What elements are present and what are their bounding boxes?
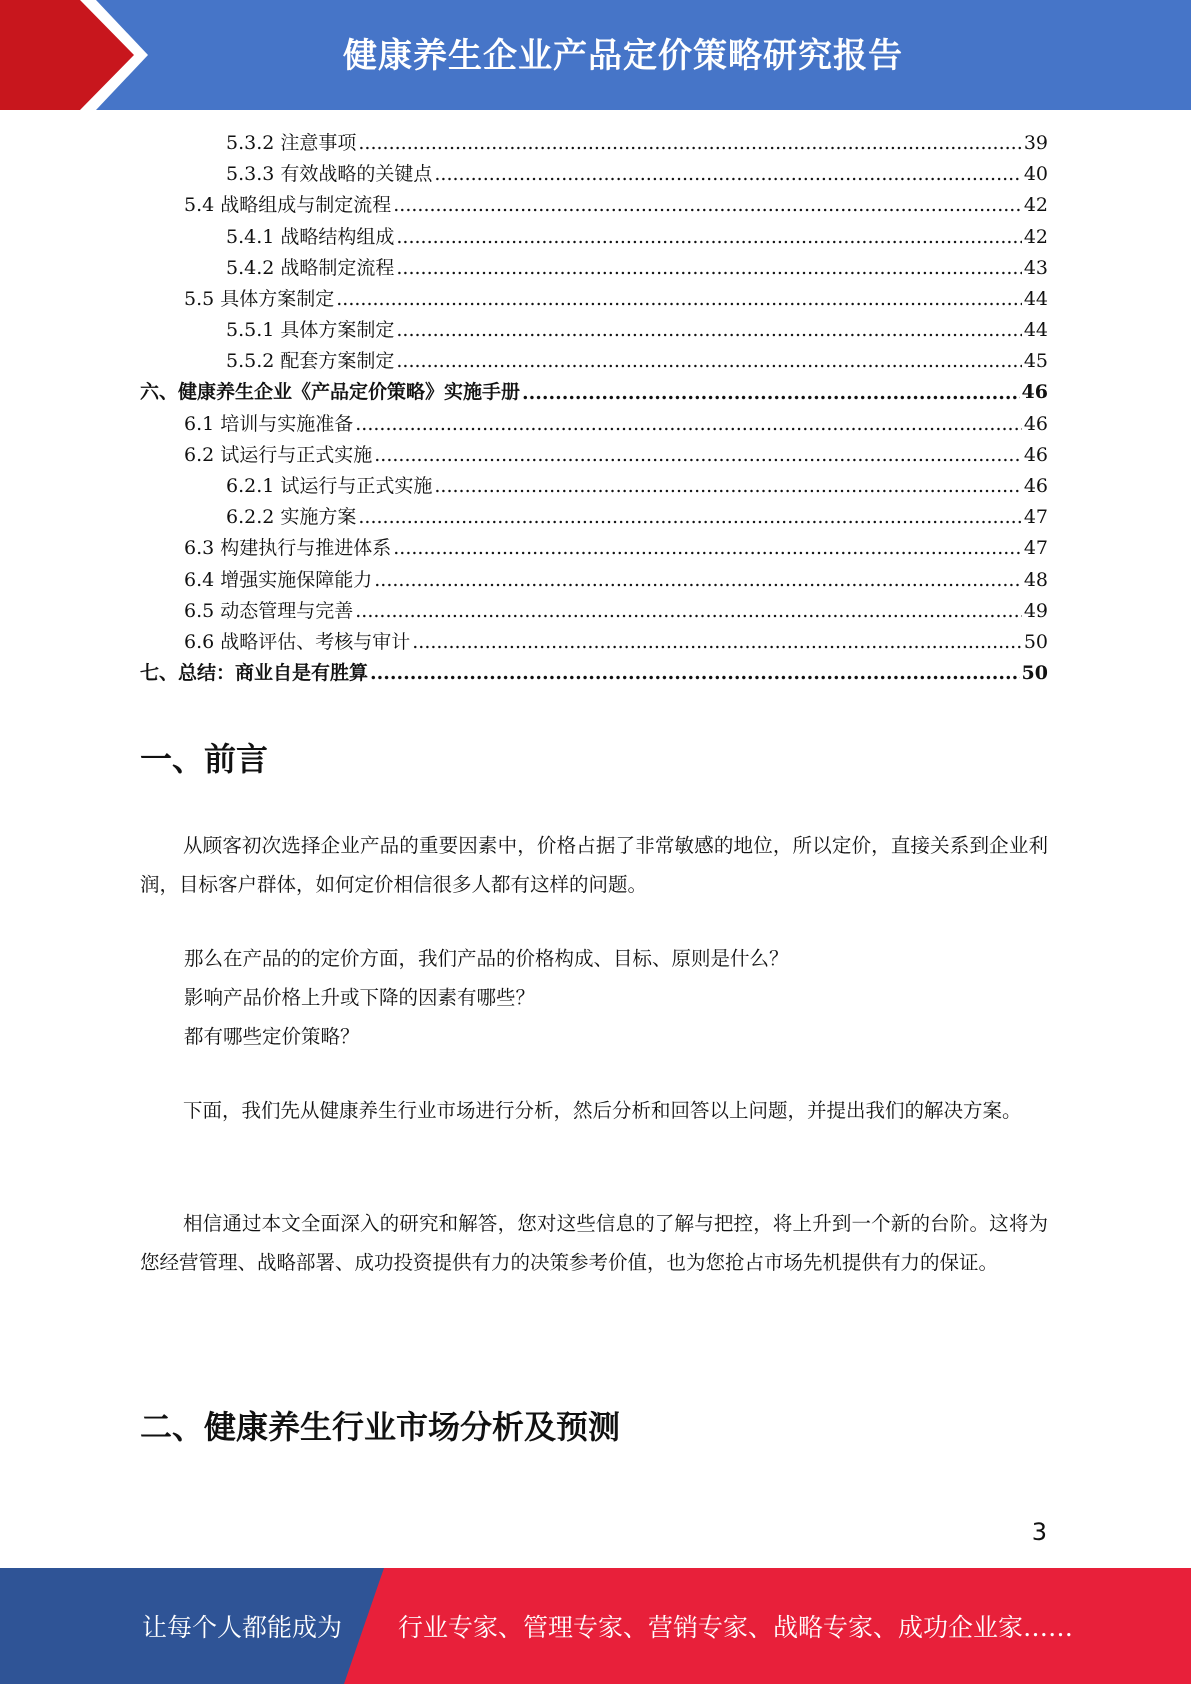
toc-leader-dots — [396, 253, 1021, 284]
toc-leader-dots — [522, 378, 1020, 409]
preface-paragraph-2: 下面，我们先从健康养生行业市场进行分析，然后分析和回答以上问题，并提出我们的解决方案。 — [183, 1099, 1022, 1122]
toc-entry-title: 6.2.1 试运行与正式实施 — [226, 475, 433, 498]
toc-entry[interactable] — [140, 658, 1048, 689]
toc-entry[interactable] — [140, 253, 1048, 284]
toc-entry-title: 七、总结：商业自是有胜算 — [140, 662, 369, 685]
toc-entry-page: 45 — [1023, 350, 1048, 373]
toc-leader-dots — [412, 627, 1022, 658]
toc-entry-title: 6.6 战略评估、考核与审计 — [184, 630, 411, 653]
toc-entry-page: 49 — [1023, 599, 1048, 622]
toc-entry-page: 42 — [1023, 225, 1048, 248]
toc-entry-title: 5.5.1 具体方案制定 — [226, 319, 395, 342]
toc-entry-title: 5.4.1 战略结构组成 — [226, 225, 395, 248]
toc-entry[interactable] — [140, 440, 1048, 471]
toc-entry[interactable] — [140, 533, 1048, 564]
toc-entry-page: 46 — [1021, 381, 1048, 404]
toc-entry-page: 46 — [1023, 443, 1048, 466]
toc-entry-page: 40 — [1023, 163, 1048, 186]
toc-entry-page: 46 — [1023, 412, 1048, 435]
toc-entry[interactable] — [140, 222, 1048, 253]
preface-paragraph-1: 从顾客初次选择企业产品的重要因素中，价格占据了非常敏感的地位，所以定价，直接关系到企业利润，目标客户群体，如何定价相信很多人都有这样的问题。 — [140, 834, 1048, 896]
toc-entry-title: 6.3 构建执行与推进体系 — [184, 537, 392, 560]
toc-leader-dots — [393, 190, 1022, 221]
preface-question-1: 那么在产品的的定价方面，我们产品的价格构成、目标、原则是什么？ — [184, 947, 789, 970]
toc-leader-dots — [434, 471, 1021, 502]
toc-entry-title: 六、健康养生企业《产品定价策略》实施手册 — [140, 381, 521, 404]
table-of-contents — [140, 128, 1048, 689]
toc-leader-dots — [374, 440, 1022, 471]
toc-leader-dots — [370, 658, 1020, 689]
toc-entry-title: 5.3.3 有效战略的关键点 — [226, 163, 433, 186]
toc-entry-page: 50 — [1023, 630, 1048, 653]
toc-entry[interactable] — [140, 284, 1048, 315]
toc-entry-page: 42 — [1023, 194, 1048, 217]
toc-leader-dots — [396, 346, 1021, 377]
toc-entry-page: 46 — [1023, 475, 1048, 498]
toc-entry-page: 44 — [1023, 287, 1048, 310]
toc-entry-title: 5.4 战略组成与制定流程 — [184, 194, 392, 217]
page-header — [0, 0, 1191, 110]
toc-entry[interactable] — [140, 627, 1048, 658]
preface-question-3: 都有哪些定价策略？ — [184, 1025, 360, 1048]
toc-leader-dots — [358, 128, 1021, 159]
toc-entry-title: 5.5 具体方案制定 — [184, 287, 335, 310]
footer-slogan-left: 让每个人都能成为 — [142, 1613, 343, 1642]
toc-entry[interactable] — [140, 190, 1048, 221]
toc-entry-title: 6.2.2 实施方案 — [226, 506, 357, 529]
section-heading-preface: 一、前言 — [140, 740, 269, 778]
toc-leader-dots — [336, 284, 1022, 315]
toc-entry[interactable] — [140, 502, 1048, 533]
toc-leader-dots — [355, 409, 1022, 440]
toc-entry-page: 47 — [1023, 506, 1048, 529]
footer-slogan-right: 行业专家、管理专家、营销专家、战略专家、成功企业家…… — [398, 1613, 1074, 1642]
toc-entry-title: 6.1 培训与实施准备 — [184, 412, 354, 435]
toc-entry-title: 6.4 增强实施保障能力 — [184, 568, 373, 591]
toc-entry-title: 5.4.2 战略制定流程 — [226, 256, 395, 279]
report-title: 健康养生企业产品定价策略研究报告 — [343, 36, 903, 76]
toc-leader-dots — [374, 565, 1022, 596]
section-heading-market-analysis: 二、健康养生行业市场分析及预测 — [140, 1408, 621, 1446]
toc-entry[interactable] — [140, 409, 1048, 440]
toc-entry[interactable] — [140, 346, 1048, 377]
toc-entry-title: 6.2 试运行与正式实施 — [184, 443, 373, 466]
toc-leader-dots — [396, 315, 1021, 346]
toc-entry[interactable] — [140, 596, 1048, 627]
page-footer — [0, 1568, 1191, 1684]
preface-paragraph-3: 相信通过本文全面深入的研究和解答，您对这些信息的了解与把控，将上升到一个新的台阶。这将为您经营管理、战略部署、成功投资提供有力的决策参考价值，也为您抢占市场先机提供有力的保证。 — [140, 1212, 1048, 1274]
toc-entry[interactable] — [140, 159, 1048, 190]
page-number: 3 — [1031, 1518, 1047, 1546]
toc-entry-title: 5.3.2 注意事项 — [226, 131, 357, 154]
toc-entry-page: 47 — [1023, 537, 1048, 560]
toc-entry-title: 6.5 动态管理与完善 — [184, 599, 354, 622]
toc-entry-title: 5.5.2 配套方案制定 — [226, 350, 395, 373]
preface-question-2: 影响产品价格上升或下降的因素有哪些？ — [184, 986, 536, 1009]
toc-entry-page: 50 — [1021, 662, 1048, 685]
toc-entry[interactable] — [140, 378, 1048, 409]
toc-leader-dots — [355, 596, 1022, 627]
toc-entry-page: 43 — [1023, 256, 1048, 279]
toc-entry[interactable] — [140, 565, 1048, 596]
toc-entry[interactable] — [140, 315, 1048, 346]
toc-leader-dots — [434, 159, 1021, 190]
toc-entry[interactable] — [140, 128, 1048, 159]
toc-entry-page: 44 — [1023, 319, 1048, 342]
toc-leader-dots — [358, 502, 1021, 533]
toc-entry[interactable] — [140, 471, 1048, 502]
toc-entry-page: 48 — [1023, 568, 1048, 591]
toc-leader-dots — [396, 222, 1021, 253]
toc-entry-page: 39 — [1023, 131, 1048, 154]
toc-leader-dots — [393, 533, 1022, 564]
